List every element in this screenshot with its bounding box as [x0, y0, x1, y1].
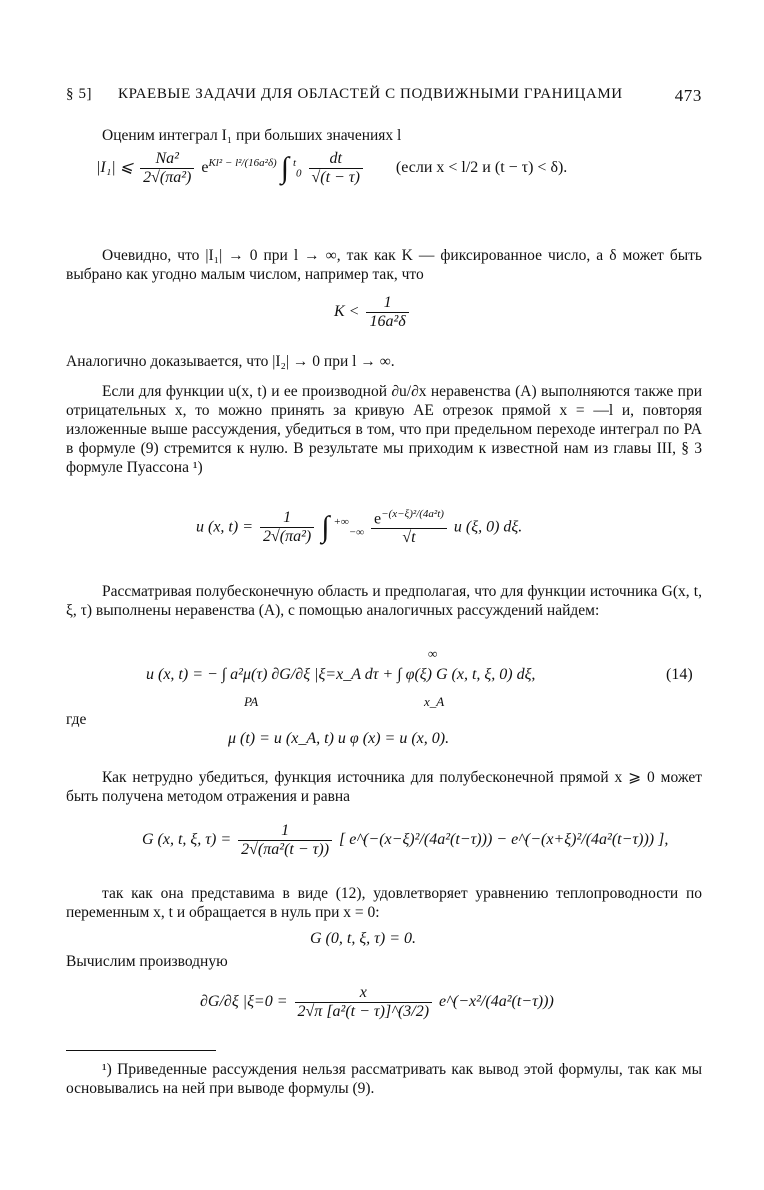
formula-7: G (0, t, ξ, τ) = 0.: [310, 930, 417, 947]
formula-6-source: G (x, t, ξ, τ) = $\frac{1}{\text{2√(πa²(t − τ))}}$ [ e^(−(x−ξ)²/(4a²(t−τ))) − e^(−(x+ξ)²/(4a²(t−τ))) ],: [142, 822, 669, 858]
paragraph-6: где: [66, 711, 87, 728]
formula-3-poisson: u (x, t) = $\frac{1}{\text{2√(πa²)}}$ ∫ +∞$_{-\infty}$ $\frac{e^{-(x-\xi)^2/(4a^2t)}}{√t}$ u (ξ, 0) dξ.: [196, 508, 523, 547]
running-title: КРАЕВЫЕ ЗАДАЧИ ДЛЯ ОБЛАСТЕЙ С ПОДВИЖНЫМИ ГРАНИЦАМИ: [118, 86, 623, 102]
f1-frac: $\frac{\text{Na²}}{\text{2√(πa²)}}$: [140, 150, 194, 187]
f1-lhs: |I₁| ⩽: [96, 159, 134, 177]
paragraph-4: Если для функции u(x, t) и ее производной ∂u/∂x неравенства (A) выполняются также при отрицательных x, то можно принять за кривую AE отрезок прямой x = —l и, повторяя изложенные выше рассуждения, убедиться в том, что при предельном переходе интеграл по PA в формуле (9) стремится к нулю. В результате мы приходим к известной нам из главы III, § 3 формуле Пуассона ¹): [66, 383, 702, 476]
formula-1: |I₁| ⩽ $\frac{\text{Na²}}{\text{2√(πa²)}}$ $e^{Kl^2 - l^2/(16a^2\delta)}$ ∫ $^t_0$ $\frac{dt}{√(t - \tau)}$ (если x < l/2 и (t − τ) < δ).: [96, 150, 568, 186]
equation-number-14: (14): [666, 666, 693, 683]
paragraph-2: Очевидно, что |I₁| → 0 при l → ∞, так как K — фиксированное число, а δ может быть выбрано как угодно малым числом, например так, что: [66, 247, 702, 283]
footnote: ¹) Приведенные рассуждения нельзя рассматривать как вывод этой формулы, так как мы основывались на ней при выводе формулы (9).: [66, 1061, 702, 1097]
f1-integral: ∫: [280, 151, 289, 185]
formula-8-derivative: ∂G/∂ξ |ξ=0 = $\frac{x}{\text{2√π [a²(t − τ)]\textasciicircum{}(3/2)}}$ e^(−x²/(4a²(t−τ))): [200, 984, 554, 1020]
paragraph-9: Вычислим производную: [66, 953, 228, 970]
page: § 5] КРАЕВЫЕ ЗАДАЧИ ДЛЯ ОБЛАСТЕЙ С ПОДВИЖНЫМИ ГРАНИЦАМИ 473 Оценим интеграл I₁ при больших значениях l |I₁| ⩽ $\frac{\text{Na²}}{\text{2√(πa²)}}$ $e^{Kl^2 - l^2/(16a^2\delta)}$ ∫ $^t_0$ $\frac{dt}{√(t - \tau)}$ (если x < l/2 и (t − τ) < δ). Очевидно, что |I₁| → 0 при l → ∞, так как K — фиксированное число, а δ может быть выбрано как угодно малым числом, например так, что K < $\frac{1}{\text{16a²δ}}$ Аналогично доказывается, что |I₂| → 0 при l → ∞. Если для функции u(x, t) и ее производной ∂u/∂x неравенства (A) выполняются также при отрицательных x, то можно принять за кривую AE отрезок прямой x = —l и, повторяя изложенные выше рассуждения, убедиться в том, что при предельном переходе интеграл по PA в формуле (9) стремится к нулю. В результате мы приходим к известной нам из главы III, § 3 формуле Пуассона ¹) u (x, t) = $\frac{1}{\text{2√(πa²)}}$ ∫ +∞$_{-\infty}$ $\frac{e^{-(x-\xi)^2/(4a^2t)}}{√t}$ u (ξ, 0) dξ. Рассматривая полубесконечную область и предполагая, что для функции источника G(x, t, ξ, τ) выполнены неравенства (A), с помощью аналогичных рассуждений найдем: u (x, t) = − ∫ a²μ(τ) ∂G/∂ξ |ξ=x_A dτ + ∫ φ(ξ) G (x, t, ξ, 0) dξ, PA ∞ x_A (14) где μ (t) = u (x_A, t) и φ (x) = u (x, 0). Как нетрудно убедиться, функция источника для полубесконечной прямой x ⩾ 0 может быть получена методом отражения и равна G (x, t, ξ, τ) = $\frac{1}{\text{2√(πa²(t − τ))}}$ [ e^(−(x−ξ)²/(4a²(t−τ))) − e^(−(x+ξ)²/(4a²(t−τ))) ], так как она представима в виде (12), удовлетворяет уравнению теплопроводности по переменным x, t и обращается в нуль при x = 0: G (0, t, ξ, τ) = 0. Вычислим производную ∂G/∂ξ |ξ=0 = $\frac{x}{\text{2√π [a²(t − τ)]\textasciicircum{}(3/2)}}$ e^(−x²/(4a²(t−τ))) ¹) Приведенные рассуждения нельзя рассматривать как вывод этой формулы, так как мы основывались на ней при выводе формулы (9).: [66, 86, 702, 1097]
f1-condition: (если x < l/2 и (t − τ) < δ).: [395, 159, 568, 177]
formula-5: μ (t) = u (x_A, t) и φ (x) = u (x, 0).: [228, 730, 450, 747]
formula-14: u (x, t) = − ∫ a²μ(τ) ∂G/∂ξ |ξ=x_A dτ + ∫ φ(ξ) G (x, t, ξ, 0) dξ,: [146, 666, 536, 683]
f1-exponent: Kl² − l²/(16a²δ): [208, 156, 277, 169]
page-header: [66, 86, 702, 110]
footnote-rule: [66, 1050, 216, 1051]
formula-2: K < $\frac{1}{\text{16a²δ}}$: [334, 294, 412, 331]
paragraph-7: Как нетрудно убедиться, функция источника для полубесконечной прямой x ⩾ 0 может быть получена методом отражения и равна: [66, 769, 702, 805]
section-number: § 5]: [66, 86, 93, 102]
paragraph-8: так как она представима в виде (12), удовлетворяет уравнению теплопроводности по переменным x, t и обращается в нуль при x = 0:: [66, 885, 702, 921]
paragraph-3: Аналогично доказывается, что |I₂| → 0 при l → ∞.: [66, 353, 395, 370]
paragraph-5: Рассматривая полубесконечную область и предполагая, что для функции источника G(x, t, ξ, τ) выполнены неравенства (A), с помощью аналогичных рассуждений найдем:: [66, 583, 702, 619]
page-number: 473: [674, 86, 702, 105]
paragraph-1: Оценим интеграл I₁ при больших значениях l: [102, 127, 402, 144]
f1-int-frac: $\frac{dt}{√(t - \tau)}$: [309, 150, 363, 187]
